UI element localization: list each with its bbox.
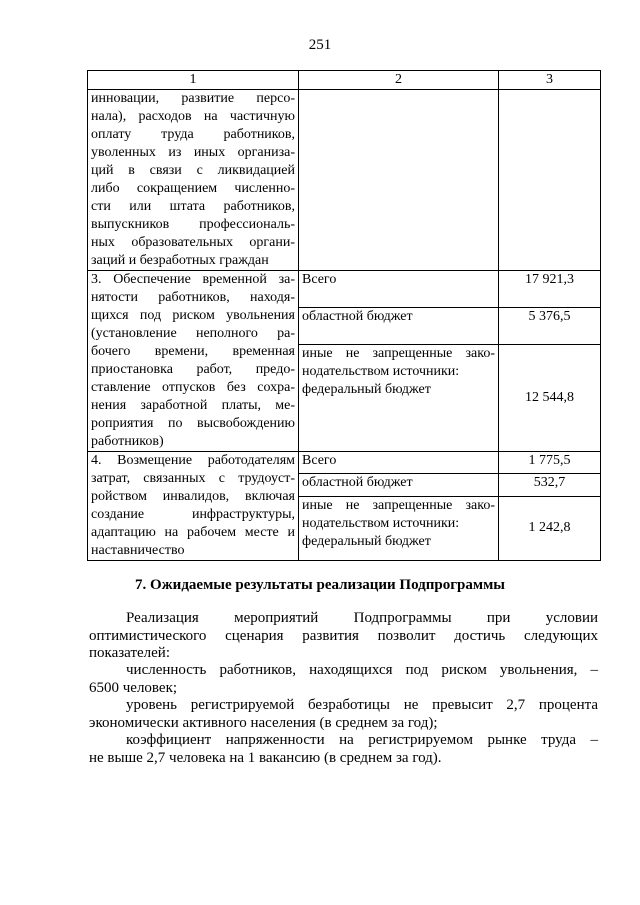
paragraph-unemployment (89, 697, 598, 732)
cell-line: роприятия по высвобождению (91, 416, 295, 431)
table-row (88, 90, 601, 271)
cell-line: уволенных из иных организа- (91, 145, 295, 160)
paragraph-intro (89, 610, 598, 663)
cell-line: наставничество (91, 543, 185, 558)
paragraph-line: не выше 2,7 человека на 1 вакансию (в среднем за год). (89, 749, 442, 766)
continuation-cell (88, 90, 299, 271)
paragraph-line: коэффициент напряженности на регистрируемом рынке труда – (126, 732, 598, 748)
cell-line: бочего времени, временная (91, 344, 295, 359)
cell-line: приостановка работ, предо- (91, 362, 295, 377)
total-label: Всего (299, 271, 499, 308)
total-value: 17 921,3 (499, 271, 601, 308)
cell-line: ставление отпусков без сохра- (91, 380, 295, 395)
cell-line: создание инфраструктуры, (91, 507, 295, 522)
paragraph-line: экономически активного населения (в среднем за год); (89, 714, 438, 731)
total-label: Всего (299, 452, 499, 474)
financing-table (87, 70, 601, 561)
regional-value: 5 376,5 (499, 307, 601, 344)
paragraph-line: оптимистического сценария развития позволит достичь следующих (89, 627, 598, 644)
regional-value: 532,7 (499, 474, 601, 496)
cell-line: нения заработной платы, ме- (91, 398, 295, 413)
total-value: 1 775,5 (499, 452, 601, 474)
paragraph-line: уровень регистрируемой безработицы не превысит 2,7 процента (126, 697, 598, 713)
column-header: 3 (499, 71, 601, 90)
cell-line: инновации, развитие персо- (91, 91, 295, 106)
table-row-item4-total (88, 452, 601, 474)
regional-label: областной бюджет (299, 307, 499, 344)
cell-line: работников) (91, 434, 164, 449)
federal-value: 1 242,8 (499, 496, 601, 560)
cell-line: заций и безработных граждан (91, 253, 269, 268)
cell-line: адаптацию на рабочем месте и (91, 525, 295, 540)
cell-line: либо сокращением численно- (91, 181, 295, 196)
cell-line: 4. Возмещение работодателям (91, 453, 295, 468)
cell-line: выпускников профессиональ- (91, 217, 295, 232)
cell-line: ций в связи с ликвидацией (91, 163, 295, 178)
cell-line: затрат, связанных с трудоуст- (91, 471, 295, 486)
item3-description (88, 271, 299, 452)
cell-line: щихся под риском увольнения (91, 308, 295, 323)
paragraph-tension-coefficient (89, 732, 598, 767)
cell-line: ных образовательных органи- (91, 235, 295, 250)
empty-cell (499, 90, 601, 271)
cell-line: 3. Обеспечение временной за- (91, 272, 295, 287)
paragraph-line: Реализация мероприятий Подпрограммы при условии (126, 610, 598, 626)
cell-line: нала), расходов на частичную (91, 109, 295, 124)
cell-line: иные не запрещенные зако- (302, 345, 495, 361)
paragraph-line: показателей: (89, 645, 170, 661)
cell-line: ройством инвалидов, включая (91, 489, 295, 504)
other-sources-cell (299, 496, 499, 560)
column-header: 2 (299, 71, 499, 90)
cell-line: нодательством источники: (302, 363, 460, 379)
other-sources-cell (299, 344, 499, 451)
cell-line: сти или штата работников, (91, 199, 295, 214)
cell-line: федеральный бюджет (302, 381, 431, 397)
regional-label: областной бюджет (299, 474, 499, 496)
paragraph-line: 6500 человек; (89, 679, 178, 696)
section-title: 7. Ожидаемые результаты реализации Подпрограммы (134, 577, 506, 593)
column-header: 1 (88, 71, 299, 90)
cell-line: оплату труда работников, (91, 127, 295, 142)
item4-description (88, 452, 299, 561)
cell-line: нодательством источники: (302, 515, 460, 531)
cell-line: нятости работников, находя- (91, 290, 295, 305)
page-number: 251 (308, 37, 332, 53)
cell-line: федеральный бюджет (302, 533, 431, 549)
table-row-item3-total (88, 271, 601, 308)
paragraph-workers-at-risk (89, 662, 598, 697)
cell-line: (установление неполного ра- (91, 326, 295, 341)
table-header-row (88, 71, 601, 90)
paragraph-line: численность работников, находящихся под риском увольнения, – (126, 662, 598, 678)
federal-value: 12 544,8 (499, 344, 601, 451)
empty-cell (299, 90, 499, 271)
cell-line: иные не запрещенные зако- (302, 497, 495, 513)
